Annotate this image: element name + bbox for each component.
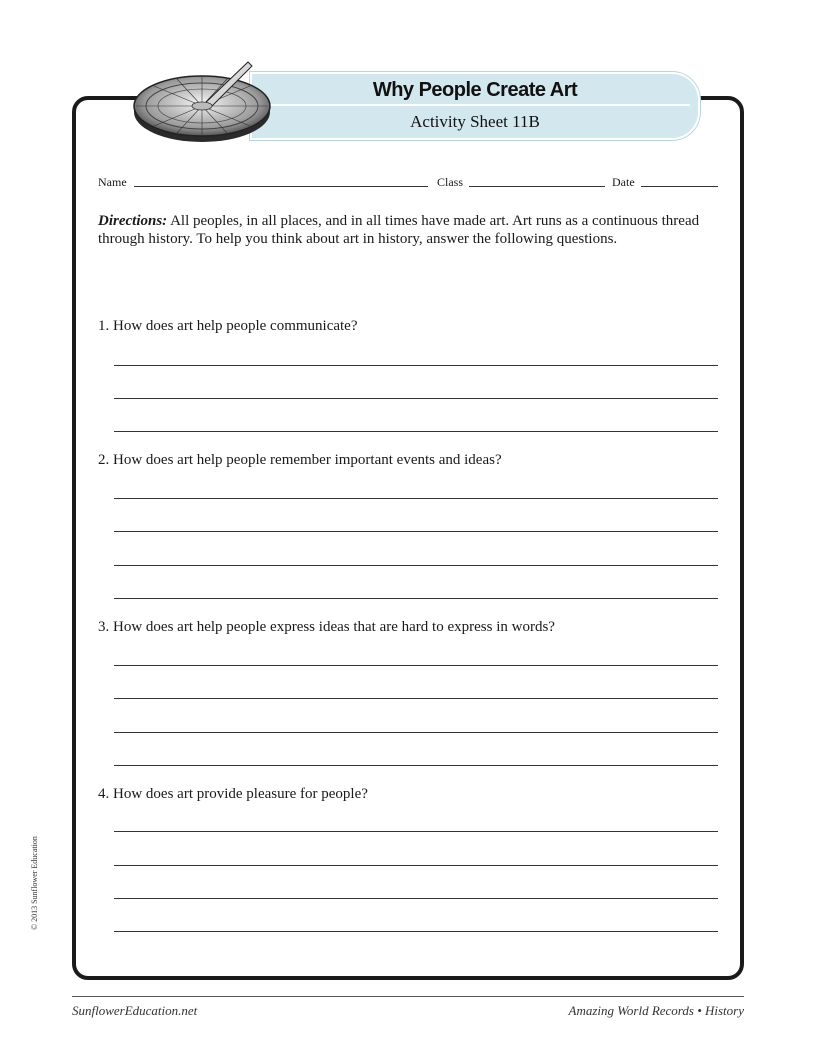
question-3: 3. How does art help people express ideas that are hard to express in words? [98,619,555,635]
question-2: 2. How does art help people remember important events and ideas? [98,452,502,468]
name-label: Name [98,175,127,189]
directions-text [98,213,722,248]
answer-line[interactable] [114,831,718,832]
footer-book-title: Amazing World Records • History [568,1003,744,1018]
copyright-notice: © 2013 Sunflower Education [30,836,39,930]
footer-divider [72,996,744,997]
sundial-image [124,54,284,150]
directions-label: Directions: [98,213,168,229]
date-field[interactable] [641,186,718,187]
answer-line[interactable] [114,765,718,766]
answer-line[interactable] [114,865,718,866]
date-label: Date [612,175,635,189]
class-field[interactable] [469,186,605,187]
answer-line[interactable] [114,565,718,566]
question-4: 4. How does art provide pleasure for people? [98,786,368,802]
answer-line[interactable] [114,498,718,499]
class-label: Class [437,175,464,189]
answer-line[interactable] [114,431,718,432]
answer-line[interactable] [114,398,718,399]
page-title: Why People Create Art [372,79,578,101]
answer-line[interactable] [114,665,718,666]
answer-line[interactable] [114,598,718,599]
answer-line[interactable] [114,698,718,699]
student-info-fields [98,175,718,191]
question-1: 1. How does art help people communicate? [98,318,358,334]
answer-line[interactable] [114,365,718,366]
page-subtitle: Activity Sheet 11B [410,112,540,131]
directions-body: All peoples, in all places, and in all times have made art. Art runs as a continuous thread through history. To help you think about art in history, answer the following questions. [98,213,700,247]
answer-line[interactable] [114,732,718,733]
footer-website: SunflowerEducation.net [72,1003,198,1018]
name-field[interactable] [134,186,428,187]
banner-divider [250,104,690,106]
answer-line[interactable] [114,531,718,532]
answer-line[interactable] [114,931,718,932]
answer-line[interactable] [114,898,718,899]
